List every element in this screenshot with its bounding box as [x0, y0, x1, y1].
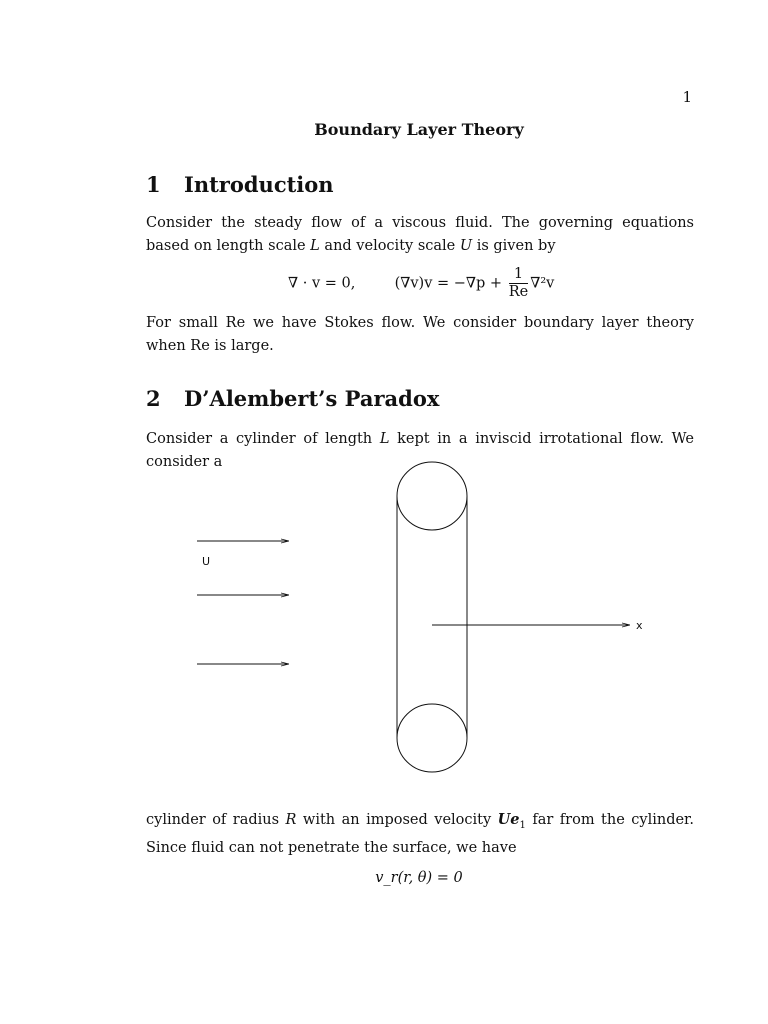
text-run: with an imposed velocity: [296, 812, 498, 828]
momentum-equation-lhs: (∇v)v = −∇p +: [394, 275, 503, 292]
text-run: Consider the steady flow of a viscous fluid. The governing equations based on length scale: [146, 215, 694, 254]
fraction-denominator: Re: [508, 284, 529, 300]
text-run: cylinder of radius: [146, 812, 286, 828]
velocity-label-U: U: [202, 555, 211, 568]
math-var-L: L: [379, 431, 390, 447]
text-run: kept in a inviscid irrotational flow. We consider a: [146, 431, 694, 470]
math-var-R: R: [285, 812, 297, 828]
cylinder-top-end: [397, 462, 467, 530]
text-run: far from the cylinder. Since fluid can not penetrate the surface, we have: [146, 812, 695, 856]
continuity-equation: ∇ · v = 0,: [288, 275, 356, 292]
document-title: Boundary Layer Theory: [314, 120, 524, 139]
section-title: D’Alembert’s Paradox: [184, 386, 440, 411]
section-number: 2: [146, 386, 161, 411]
math-subscript: 1: [519, 819, 526, 831]
fraction-numerator: 1: [509, 266, 529, 284]
page-number: 1: [682, 88, 692, 106]
section-1-paragraph-2: For small Re we have Stokes flow. We consider boundary layer theory when Re is large.: [146, 315, 694, 354]
cylinder-bottom-end: [397, 704, 467, 772]
x-axis-label: x: [636, 619, 643, 632]
boundary-condition-equation: v_r(r, θ) = 0: [375, 870, 463, 886]
text-run: is given by: [472, 238, 556, 254]
section-2-paragraph-2: [146, 808, 694, 860]
section-number: 1: [146, 172, 161, 197]
text-run: and velocity scale: [319, 238, 460, 254]
momentum-equation-rhs: ∇²v: [530, 275, 555, 292]
math-var-U: U: [459, 238, 473, 254]
section-title: Introduction: [184, 172, 334, 197]
math-var-L: L: [310, 238, 320, 254]
text-run: Consider a cylinder of length: [146, 431, 380, 447]
math-vector-Ue: Ue: [497, 811, 520, 828]
